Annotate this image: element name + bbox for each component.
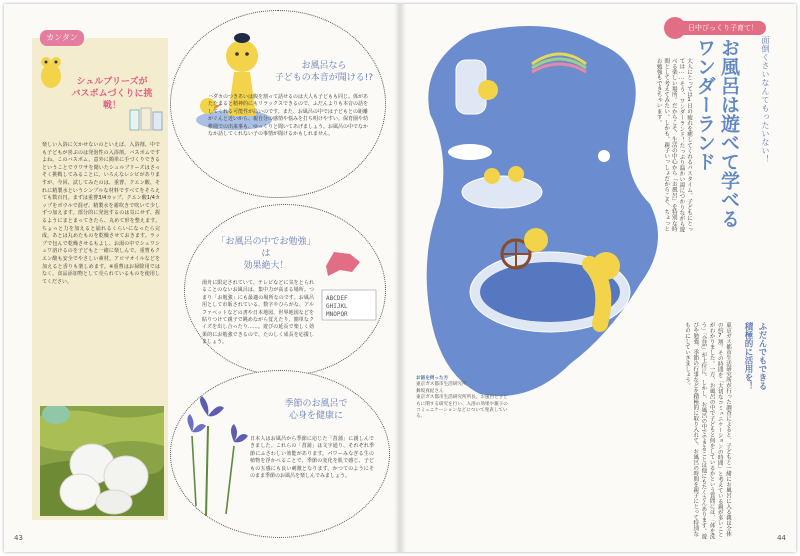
body-text: 東京ガス都市生活研究所が行った調査によると、子どもと一緒にお風呂に入る親は全体の約7割。その時間を「大切なコミュニケーションの時間」と考えている親が多いことがわかりました。一方、お風呂の中で子どもと何をしているかという質問には、「体を洗う」「会話」が上位に。しかし、お風呂の中でできることは他にもたくさんあります。遊びや勉強、季節の行事などを積極的に取り入れて、お風呂の時間を親子にとって特別なものにしていきましょう。	[683, 322, 731, 540]
magazine-spread	[4, 4, 796, 552]
subhead-line1: ふだんでもできる	[757, 322, 767, 390]
bubble1-title: お風呂なら 子どもの本音が聞ける!?	[274, 61, 374, 83]
kantan-badge: カンタン	[40, 30, 84, 46]
headline-second	[694, 38, 716, 171]
bath-products-image	[128, 106, 164, 132]
headline-line1: お風呂は遊べて学べる	[718, 38, 740, 228]
bathbomb-photo	[40, 406, 164, 516]
section-subhead-second	[742, 322, 754, 450]
frog-icon	[38, 50, 64, 90]
right-page-number: 44	[777, 534, 786, 542]
credit-title: お話を伺った方	[416, 376, 449, 381]
section-subhead	[756, 322, 768, 450]
sidebar-title: シュルブリーズが バスボムづくりに挑戦！	[71, 77, 153, 111]
left-page	[4, 4, 400, 552]
sidebar-body: 楽しい入浴に欠かせないのといえば、入浴剤。中でも子どもが喜ぶのは発泡性の入浴剤。バスボムですよね。このバスボム、意外に簡単に手づくりできるということでウワサを聞いたシュルブリーズはさっそく挑戦してみることに。いろんなレシピがありますが、今回、試してみたのは、重曹、クエン酸、それに精製水というシンプルな材料ですべてをそろえても数百円。まずは重曹3/4カップ、クエン酸1/4カップをボウルで混ぜ、精製水を霧吹きで吹いて少しずつ加えます。部分的に発泡するのは気にせず、握るようにまとまってきたら、丸めて形を整えます。ちょっと力を加えると崩れるくらいになったら完成。あとは丸めたものを乾燥させておきます。ラップで包んで乾燥させるもよし、お湯の中でシュワシュワ溶けるのを子どもと一緒に楽しんで。重曹もクエン酸も安全でやさしい素材。アロマオイルなどを加えると香りも楽しめます。※重曹はお掃除用ではなく、食品添加物として売られているものを使用してください。	[42, 142, 160, 285]
svg-text:GHIJKL: GHIJKL	[326, 303, 348, 310]
bubble3-title: 季節のお風呂で 心身を健康に	[284, 399, 348, 421]
bubble1-body: ハダカのつきあいは腹を割って話せるのは大人も子どもも同じ。体があたたまると精神的にもリラックスできるので、ふだんよりも本音の話をしてくれる可能性が高いのです。また、お風呂の中では子どもとの距離がぐんと近いから、親自分の感情や悩みを打ち明けやすい。保育園や幼稚園での出来事も、ゆっくりと聞いてあげましょう。お風呂の中でなかなか話してくれない子の事情が聞けるかもしれません。	[208, 94, 369, 138]
headline-line2: ワンダーランド	[694, 38, 716, 171]
lead-text: 大人にとっては1日の疲れを癒してくれるバスタイム。子どもにとっては……そう、ワンダーランド！たっぷり温かい湯につかりながら遊べる楽しい場所。だからこそ、生活の中心から「お風呂」を特別な時間として考えてみたい。しかも、親子いっしょだからこそ、ちょっとお勉強もできちゃいます。	[655, 58, 692, 233]
subhead-line2: 積極的に活用を！	[743, 322, 753, 390]
credit-body: 東京ガス都市生活研究所所長。お風呂と子どもに関する研究を行い、入浴の効果や親子のコミュニケーションなどについて発表している。	[416, 395, 508, 420]
tag-label: 日中びっくり子育て！	[670, 21, 766, 35]
credit-organization: 東京ガス都市生活研究所	[416, 382, 467, 388]
left-page-number: 43	[14, 534, 23, 542]
bubble3-body: 日本人はお風呂から季節に応じた「菖蒲」に親しんできました。これらの「菖蒲」は文字通り、それぞれ季節にふさわしい効能があります。パワーみなぎる生の植物を浮かべることで、季節の変化を肌で感じ、子どもの五感にも良い刺激となります。かつてのようにそのまま季節のお風呂を楽しんでみましょう。	[250, 436, 374, 480]
kicker-text: 面倒くさいなんてもったいない！	[761, 36, 770, 164]
credit-person: 舞坂真紀さん	[416, 388, 444, 394]
map-and-alphabet-sheet	[320, 248, 378, 326]
bubble2-title: 「お風呂の中でお勉強」は 効果絶大！	[216, 237, 316, 271]
iris-flower-illustration	[176, 396, 250, 516]
svg-text:ABCDEF: ABCDEF	[326, 295, 348, 302]
right-page	[400, 4, 796, 552]
svg-text:MNOPQR: MNOPQR	[326, 311, 348, 318]
bubble2-body: 湯舟に限定されていて、テレビなどに気をとられることのないお風呂は、集中力が高まる場所。つまり「お勉強」にも最適の場所なのです。お風呂用として市販されている、数字やひらがな、アルファベットなどの書や日本地図、世界地図などを貼りつけて親子で眺めながら覚えたり、簡単なクイズを出し合ったり……。遊びの延長で楽しく効果的にお勉強できるので、たのしく成長を応援しましょう。	[202, 280, 314, 346]
headline	[718, 38, 740, 228]
spread-gutter	[394, 4, 406, 552]
